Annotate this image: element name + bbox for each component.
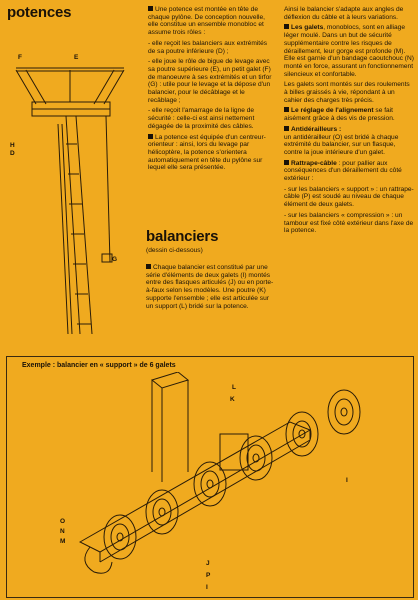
label-i-bottom: I xyxy=(206,584,208,591)
balanciers-text-block xyxy=(146,264,274,313)
antideraileurs-text: un antidérailleur (O) est bridé à chaque extrémité du balancier, sur un flasque, contre la joue intérieure d'un galet. xyxy=(284,133,399,156)
label-f: F xyxy=(18,54,22,61)
label-i-top: I xyxy=(346,477,348,484)
potence-role-1: - elle reçoit les balanciers aux extrémités de sa poutre inférieure (D) ; xyxy=(148,39,268,55)
label-n: N xyxy=(60,528,65,535)
potence-role-2: - elle joue le rôle de bigue de levage avec sa poutre supérieure (E), un petit galet (F) de manoeuvre à ses extrémités et un tirfor (G) : utile pour le levage et la dépose d'un balancier, pour le décâblage et le recâblage ; xyxy=(148,58,272,104)
rattrape-cable-heading: Rattrape-câble xyxy=(291,159,337,167)
label-p: P xyxy=(206,572,211,579)
section-title-potences: potences xyxy=(7,4,72,21)
alignement-text: se fait aisément grâce à des vis de pression. xyxy=(284,107,395,123)
potence-centreur: La potence est équipée d'un centreur-orienteur : ainsi, lors du levage par hélicoptère, la potence s'orientera automatiquement en tête du pylône sur lequel elle sera présentée. xyxy=(148,133,266,172)
potence-intro: Une potence est montée en tête de chaque pylône. De conception nouvelle, elle constitue un ensemble monobloc et assume trois rôles : xyxy=(148,6,265,37)
label-o: O xyxy=(60,518,66,525)
antideraileurs-heading: Antidérailleurs : xyxy=(291,125,342,133)
label-j: J xyxy=(206,560,210,567)
bullet-square xyxy=(146,264,151,269)
galets-heading: Les galets xyxy=(291,24,324,32)
section-title-balanciers: balanciers xyxy=(146,228,219,245)
label-k: K xyxy=(230,396,235,403)
label-e: E xyxy=(74,54,79,61)
balanciers-description: Chaque balancier est constitué par une série d'éléments de deux galets (I) montés entre des flasques articulés (J) ou en porte-à-faux selon les modèles. Une poutre (K) supporte l'ensemble ; elle est articulée sur un support (L) bridé sur la potence. xyxy=(146,264,274,310)
middle-column xyxy=(148,6,274,175)
label-m: M xyxy=(60,538,66,545)
bullet-square xyxy=(284,107,289,112)
label-d: D xyxy=(10,150,15,157)
balancier-drawing xyxy=(60,372,390,594)
potence-drawing xyxy=(6,44,134,344)
figure-caption: Exemple : balancier en « support » de 6 galets xyxy=(22,362,176,369)
bullet-square xyxy=(284,24,289,29)
label-l: L xyxy=(232,384,236,391)
rattrape-cable-support: - sur les balanciers « support » : un rattrape-câble (P) est soudé au niveau de chaque élément de deux galets. xyxy=(284,185,414,209)
galets-text: , monoblocs, sont en alliage léger moulé. Dans un but de sécurité supplémentaire contre les risques de déraillement, leur gorge est profonde (M). Elle est garnie d'un bandage caoutchouc (N) monté en force, assurant un fonctionnement silencieux et confortable. xyxy=(284,24,414,78)
rattrape-cable-compression: - sur les balanciers « compression » : un tambour est fixé côté extérieur dans l'axe de la potence. xyxy=(284,211,414,235)
bullet-square xyxy=(148,134,153,139)
rattrape-cable-text: : pour pallier aux conséquences d'un déraillement du côté extérieur : xyxy=(284,159,402,183)
balancier-adaptation: Ainsi le balancier s'adapte aux angles de déflexion du câble et à leurs variations. xyxy=(284,6,404,21)
galets-roulements: Les galets sont montés sur des roulements à billes graissés à vie, répondant à un cahier des charges très précis. xyxy=(284,81,410,104)
label-g: G xyxy=(112,256,118,263)
bullet-square xyxy=(284,160,289,165)
potence-role-3: - elle reçoit l'amarrage de la ligne de sécurité : celle-ci est ainsi nettement dégagée de la proximité des câbles. xyxy=(148,107,255,130)
alignement-heading: Le réglage de l'alignement xyxy=(291,107,374,115)
right-column xyxy=(284,6,414,238)
bullet-square xyxy=(148,6,153,11)
label-h: H xyxy=(10,142,15,149)
bullet-square xyxy=(284,126,289,131)
balanciers-subtitle: (dessin ci-dessous) xyxy=(146,247,203,254)
